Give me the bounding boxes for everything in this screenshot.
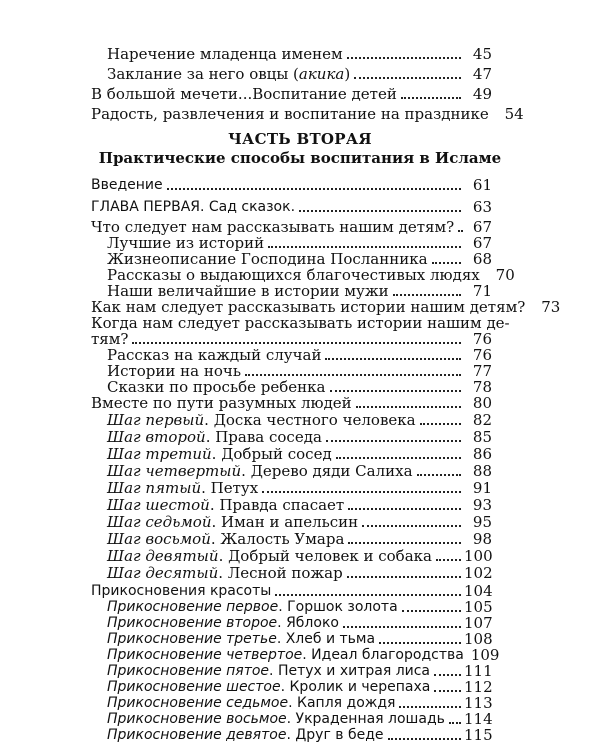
touch-label: Прикосновение первое — [107, 599, 279, 615]
toc-entry-title: Что следует нам рассказывать нашим детям? — [91, 218, 455, 236]
touch-label: Прикосновение восьмое — [107, 711, 287, 727]
dot-leader — [458, 230, 461, 232]
toc-entry-title-part: Заклание за него овцы ( — [107, 65, 299, 83]
toc-entry — [107, 44, 492, 64]
step-label: Шаг десятый — [107, 564, 219, 582]
toc-entry-page: 86 — [472, 445, 492, 463]
dot-leader — [343, 626, 461, 628]
toc-entry-page: 73 — [541, 298, 561, 316]
step-title: . Добрый человек и собака — [218, 547, 432, 565]
toc-entry-title: Истории на ночь — [107, 362, 241, 380]
dot-leader — [336, 457, 461, 459]
step-label: Шаг третий — [107, 445, 212, 463]
toc-entry-page: 98 — [472, 530, 492, 548]
dot-leader — [245, 374, 461, 376]
toc-entry-page: 91 — [472, 479, 492, 497]
toc-entry-page: 49 — [472, 85, 492, 103]
touch-title: . Хлеб и тьма — [276, 631, 376, 647]
toc-entry-intro — [91, 175, 492, 195]
dot-leader — [432, 262, 461, 264]
toc-entry-title — [107, 64, 350, 84]
toc-entry-title: Как нам следует рассказывать истории нашим детям? — [91, 298, 526, 316]
touch-title: . Горшок золота — [278, 599, 398, 615]
toc-entry-title: Прикосновения красоты — [91, 583, 272, 599]
step-title: . Дерево дяди Салиха — [241, 462, 413, 480]
touch-label: Прикосновение пятое — [107, 663, 270, 679]
dot-leader — [399, 706, 461, 708]
touch-label: Прикосновение третье — [107, 631, 277, 647]
touch-label: Прикосновение седьмое — [107, 695, 289, 711]
touch-title: . Кролик и черепаха — [280, 679, 431, 695]
dot-leader — [362, 525, 461, 527]
toc-touch-entry — [107, 725, 492, 745]
toc-entry-title: В большой мечети...Воспитание детей — [91, 85, 397, 103]
dot-leader — [388, 738, 462, 740]
toc-entry-page: 71 — [472, 282, 492, 300]
dot-leader — [356, 406, 461, 408]
toc-entry-page: 85 — [472, 428, 492, 446]
toc-entry-title-emphasis: акика — [298, 65, 345, 83]
toc-entry-page: 82 — [472, 411, 492, 429]
dot-leader — [434, 674, 461, 676]
toc-entry-page: 93 — [472, 496, 492, 514]
dot-leader — [417, 474, 461, 476]
toc-entry-title: Рассказы о выдающихся благочестивых людях — [107, 266, 480, 284]
touch-title: . Капля дождя — [288, 695, 396, 711]
dot-leader — [299, 210, 461, 212]
step-label: Шаг шестой — [107, 496, 210, 514]
chapter-title: ГЛАВА ПЕРВАЯ. Сад сказок. — [91, 199, 296, 215]
dot-leader — [347, 576, 461, 578]
toc-entry-page: 111 — [464, 662, 493, 680]
toc-entry-page: 77 — [472, 362, 492, 380]
dot-leader — [348, 542, 461, 544]
toc-entry-page: 95 — [472, 513, 492, 531]
toc-entry-title: Лучшие из историй — [107, 234, 265, 252]
touch-label: Прикосновение второе — [107, 615, 278, 631]
toc-entry-title: Жизнеописание Господина Посланника — [107, 250, 428, 268]
toc-entry-title: Рассказ на каждый случай — [107, 346, 322, 364]
part-title: ЧАСТЬ ВТОРАЯ — [228, 130, 372, 148]
dot-leader — [449, 722, 461, 724]
touch-title: . Друг в беде — [286, 727, 384, 743]
step-title: . Жалость Умара — [210, 530, 345, 548]
toc-entry-page: 61 — [472, 176, 492, 194]
step-label: Шаг девятый — [107, 547, 219, 565]
step-title: . Иман и апельсин — [211, 513, 359, 531]
dot-leader — [393, 294, 461, 296]
dot-leader — [330, 390, 462, 392]
toc-entry-page: 109 — [470, 646, 500, 664]
toc-entry-title-part: ) — [344, 65, 351, 83]
touch-title: . Петух и хитрая лиса — [269, 663, 431, 679]
toc-entry-title-line2: тям? — [91, 330, 129, 348]
toc-entry-title: Радость, развлечения и воспитание на празднике — [91, 105, 489, 123]
dot-leader — [379, 642, 461, 644]
dot-leader — [420, 423, 461, 425]
dot-leader — [262, 491, 461, 493]
toc-entry-page: 100 — [464, 547, 493, 565]
toc-entry-page: 78 — [472, 378, 492, 396]
toc-entry-title: Вместе по пути разумных людей — [91, 394, 352, 412]
toc-entry — [91, 84, 492, 104]
toc-step-entry — [107, 563, 492, 583]
step-label: Шаг восьмой — [107, 530, 211, 548]
touch-label: Прикосновение четвертое — [107, 647, 303, 663]
toc-entry-page: 114 — [464, 710, 493, 728]
toc-entry-page: 67 — [472, 218, 492, 236]
step-title: . Петух — [201, 479, 259, 497]
dot-leader — [401, 97, 461, 99]
toc-entry-title-line1: Когда нам следует рассказывать истории нашим де- — [91, 314, 510, 332]
dot-leader — [354, 77, 461, 79]
dot-leader — [434, 690, 461, 692]
step-title: . Доска честного человека — [204, 411, 416, 429]
toc-entry-chapter — [91, 197, 492, 217]
toc-entry-page: 54 — [504, 105, 524, 123]
step-title: . Лесной пожар — [218, 564, 343, 582]
toc-entry-page: 80 — [472, 394, 492, 412]
toc-entry-page: 107 — [464, 614, 493, 632]
toc-entry-page: 45 — [472, 45, 492, 63]
toc-entry-page: 76 — [472, 346, 492, 364]
toc-entry-page: 63 — [472, 198, 492, 216]
toc-entry-page: 104 — [464, 582, 493, 600]
touch-title: . Идеал благородства — [302, 647, 464, 663]
toc-entry-title — [107, 563, 343, 583]
step-title: . Правда спасает — [209, 496, 345, 514]
dot-leader — [325, 358, 461, 360]
step-label: Шаг седьмой — [107, 513, 212, 531]
toc-entry-page: 70 — [495, 266, 515, 284]
toc-entry-page: 76 — [472, 330, 492, 348]
dot-leader — [132, 342, 461, 344]
step-title: . Права соседа — [205, 428, 322, 446]
toc-entry-title: Сказки по просьбе ребенка — [107, 378, 326, 396]
dot-leader — [326, 440, 461, 442]
step-label: Шаг второй — [107, 428, 206, 446]
touch-label: Прикосновение девятое — [107, 727, 287, 743]
touch-title: . Яблоко — [277, 615, 339, 631]
touch-label: Прикосновение шестое — [107, 679, 281, 695]
toc-entry-page: 113 — [464, 694, 493, 712]
toc-entry-page: 102 — [464, 564, 493, 582]
toc-entry — [91, 104, 524, 124]
toc-entry-title — [107, 725, 384, 745]
toc-entry — [107, 64, 492, 84]
toc-entry-page: 105 — [464, 598, 493, 616]
toc-entry-title: Наши величайшие в истории мужи — [107, 282, 389, 300]
step-label: Шаг первый — [107, 411, 205, 429]
toc-entry-page: 108 — [464, 630, 493, 648]
toc-entry-page: 112 — [464, 678, 493, 696]
dot-leader — [275, 594, 461, 596]
dot-leader — [167, 188, 461, 190]
part-subtitle: Практические способы воспитания в Исламе — [98, 149, 502, 167]
toc-entry-title: Введение — [91, 177, 163, 193]
toc-entry-page: 68 — [472, 250, 492, 268]
dot-leader — [268, 246, 461, 248]
step-label: Шаг четвертый — [107, 462, 242, 480]
touch-title: . Украденная лошадь — [286, 711, 445, 727]
toc-entry-page: 88 — [472, 462, 492, 480]
dot-leader — [436, 559, 461, 561]
step-label: Шаг пятый — [107, 479, 202, 497]
dot-leader — [348, 508, 461, 510]
step-title: . Добрый сосед — [211, 445, 332, 463]
toc-entry-title: Наречение младенца именем — [107, 45, 343, 63]
dot-leader — [347, 57, 461, 59]
toc-entry-page: 115 — [464, 726, 493, 744]
toc-entry-page: 67 — [472, 234, 492, 252]
dot-leader — [402, 610, 461, 612]
toc-entry-page: 47 — [472, 65, 492, 83]
